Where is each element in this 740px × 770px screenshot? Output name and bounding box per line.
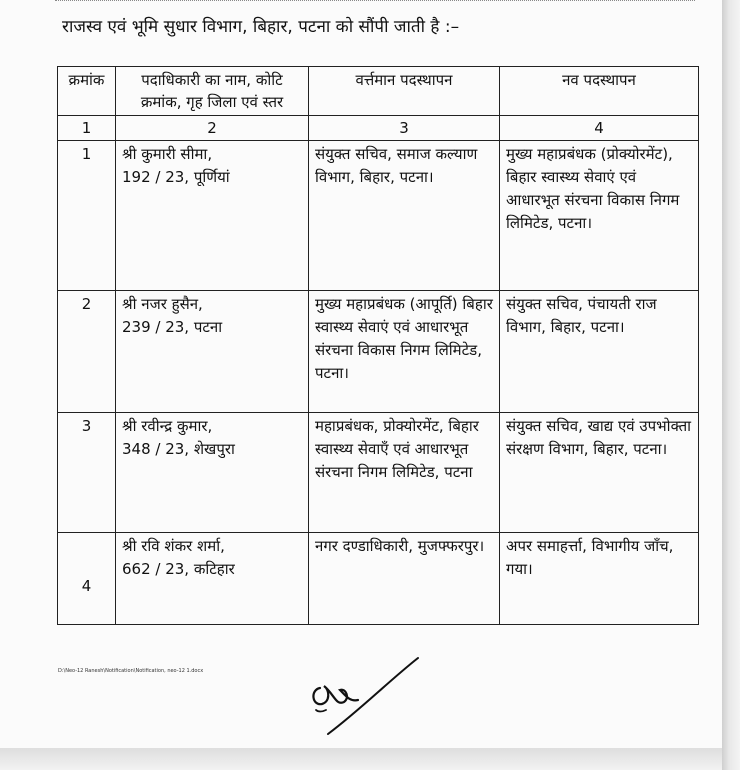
table-row <box>58 291 699 413</box>
officer-details: 192 / 23, पूर्णियां <box>122 168 230 186</box>
signature-stroke <box>328 658 418 734</box>
signature-stroke <box>313 686 358 704</box>
table-row <box>58 413 699 533</box>
header-officer: पदाधिकारी का नाम, कोटि क्रमांक, गृह जिला एवं स्तर <box>116 67 309 116</box>
officer-name: श्री कुमारी सीमा, <box>122 145 213 163</box>
page-edge-shadow <box>722 0 740 770</box>
officer-name: श्री रवीन्द्र कुमार, <box>122 417 213 435</box>
officer-details: 239 / 23, पटना <box>122 318 223 336</box>
file-path-footer: D:\Neo-12 Ranesh\Notification\Notification, neo-12 1.docx <box>58 668 204 674</box>
current-posting-cell: मुख्य महाप्रबंधक (आपूर्ति) बिहार स्वास्थ्य सेवाएं एवं आधारभूत संरचना विकास निगम लिमिटेड, पटना। <box>309 291 500 413</box>
serial-cell: 1 <box>58 141 116 291</box>
new-posting-cell: मुख्य महाप्रबंधक (प्रोक्योरमेंट), बिहार स्वास्थ्य सेवाएं एवं आधारभूत संरचना विकास निगम लिमिटेड, पटना। <box>500 141 699 291</box>
table-row <box>58 141 699 291</box>
table-row <box>58 533 699 625</box>
signature <box>300 650 440 745</box>
officer-cell <box>116 533 309 625</box>
column-number: 1 <box>58 116 116 141</box>
column-number: 3 <box>309 116 500 141</box>
new-posting-cell: अपर समाहर्त्ता, विभागीय जाँच, गया। <box>500 533 699 625</box>
column-number-row <box>58 116 699 141</box>
officer-cell <box>116 141 309 291</box>
current-posting-cell: महाप्रबंधक, प्रोक्योरमेंट, बिहार स्वास्थ्य सेवाएँ एवं आधारभूत संरचना निगम लिमिटेड, पटना <box>309 413 500 533</box>
header-row <box>58 67 699 116</box>
intro-line: राजस्व एवं भूमि सुधार विभाग, बिहार, पटना को सौंपी जाती है :– <box>62 17 460 37</box>
page-bottom-edge <box>0 748 722 770</box>
header-new-posting: नव पदस्थापन <box>500 67 699 116</box>
header-serial: क्रमांक <box>58 67 116 116</box>
serial-cell: 2 <box>58 291 116 413</box>
new-posting-cell: संयुक्त सचिव, खाद्य एवं उपभोक्ता संरक्षण विभाग, बिहार, पटना। <box>500 413 699 533</box>
column-number: 4 <box>500 116 699 141</box>
current-posting-cell: नगर दण्डाधिकारी, मुजफ्फरपुर। <box>309 533 500 625</box>
new-posting-cell: संयुक्त सचिव, पंचायती राज विभाग, बिहार, पटना। <box>500 291 699 413</box>
serial-cell: 3 <box>58 413 116 533</box>
officer-details: 348 / 23, शेखपुरा <box>122 440 235 458</box>
officer-cell <box>116 413 309 533</box>
header-current-posting: वर्त्तमान पदस्थापन <box>309 67 500 116</box>
posting-table <box>57 66 699 625</box>
officer-name: श्री रवि शंकर शर्मा, <box>122 537 225 555</box>
officer-details: 662 / 23, कटिहार <box>122 560 235 578</box>
officer-name: श्री नजर हुसैन, <box>122 295 203 313</box>
top-dotted-rule <box>55 0 695 4</box>
column-number: 2 <box>116 116 309 141</box>
officer-cell <box>116 291 309 413</box>
current-posting-cell: संयुक्त सचिव, समाज कल्याण विभाग, बिहार, पटना। <box>309 141 500 291</box>
serial-cell: 4 <box>58 533 116 625</box>
signature-stroke <box>316 710 326 712</box>
